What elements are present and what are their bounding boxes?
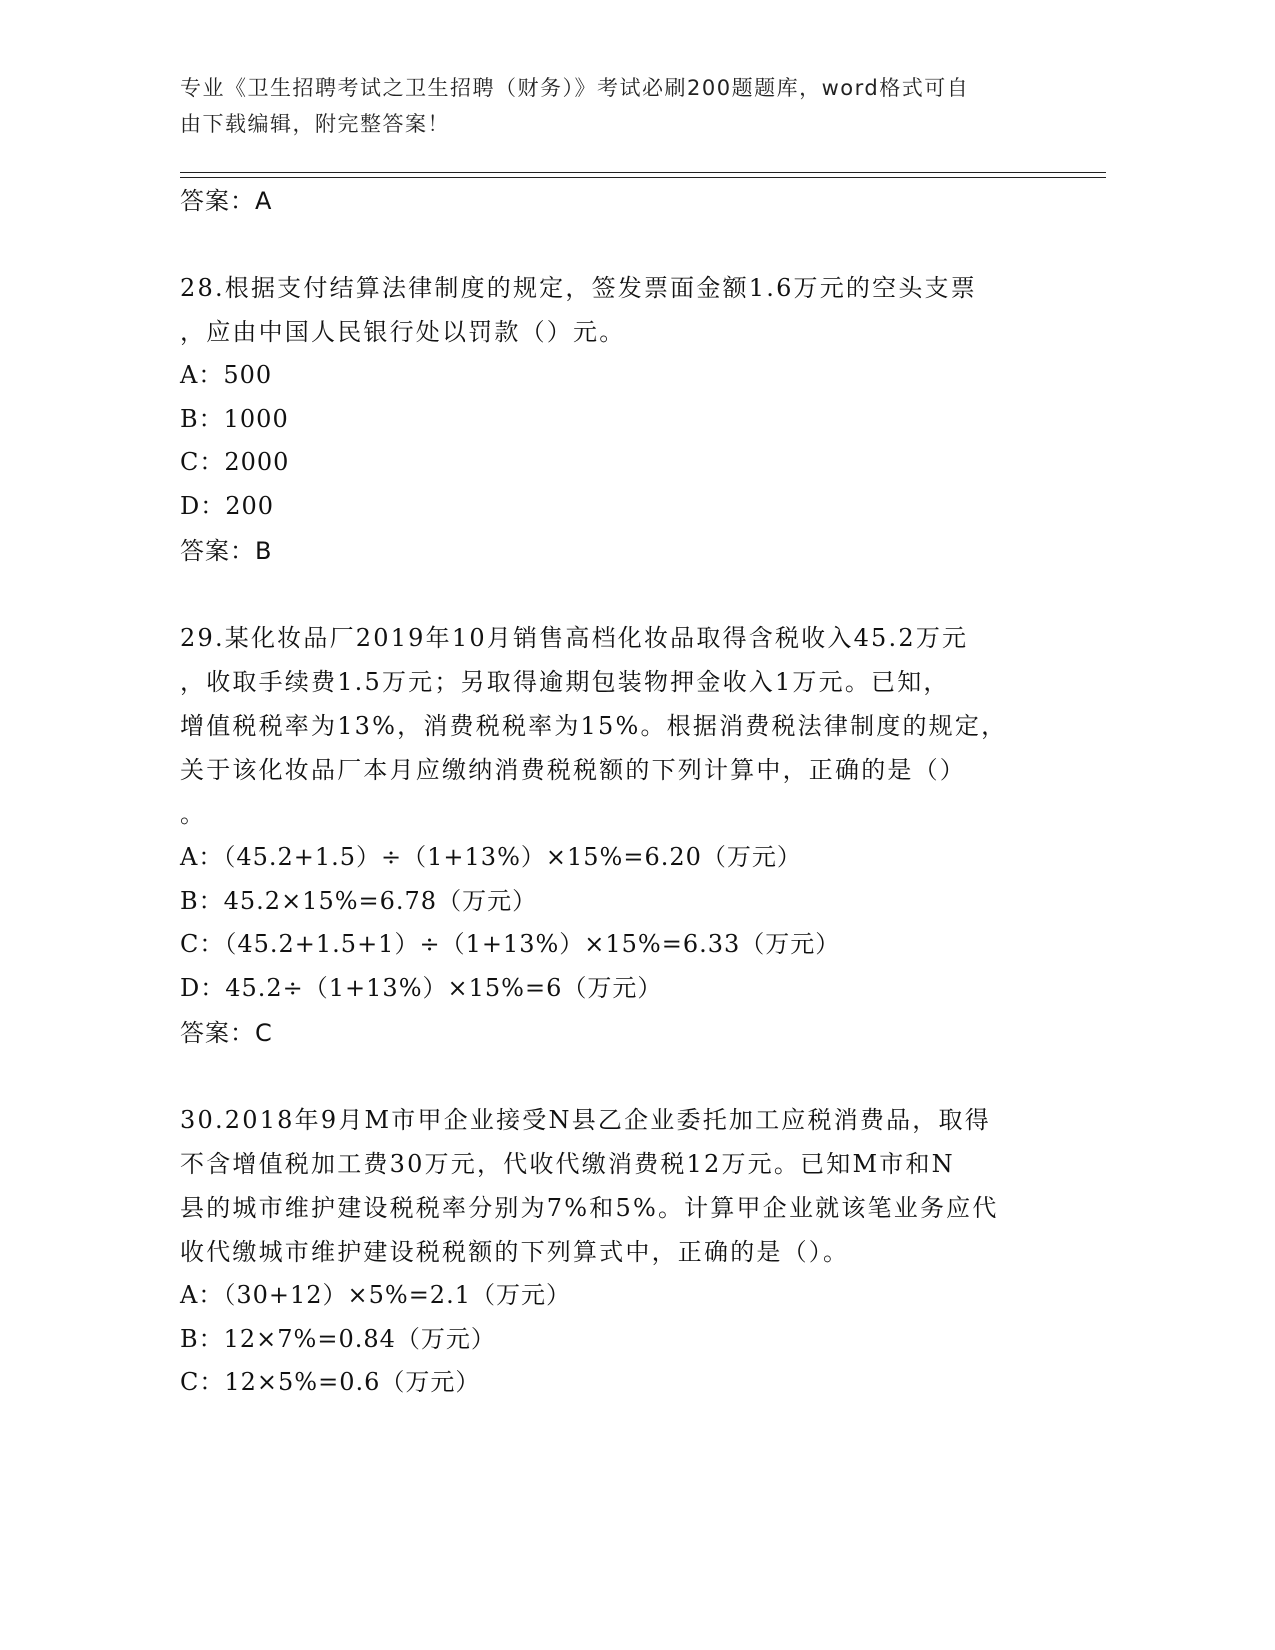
document-body — [180, 178, 1106, 1405]
answer: 答案：C — [180, 1019, 273, 1047]
question-text-line: 收代缴城市维护建设税税额的下列算式中，正确的是（）。 — [180, 1238, 850, 1266]
question-text-line: 县的城市维护建设税税率分别为7%和5%。计算甲企业就该笔业务应代 — [180, 1194, 999, 1222]
option-d: D：45.2÷（1+13%）×15%=6（万元） — [180, 973, 663, 1002]
spacer — [180, 574, 1106, 616]
question-text-line: 增值税税率为13%，消费税税率为15%。根据消费税法律制度的规定， — [180, 712, 1008, 740]
question-text-line: 28.根据支付结算法律制度的规定，签发票面金额1.6万元的空头支票 — [180, 274, 977, 302]
header-line-1: 专业《卫生招聘考试之卫生招聘（财务）》考试必刷200题题库，word格式可自 — [180, 76, 970, 100]
question-29 — [180, 616, 1106, 1056]
question-30 — [180, 1098, 1106, 1405]
answer: 答案：B — [180, 537, 273, 565]
question-text-line: ，收取手续费1.5万元；另取得逾期包装物押金收入1万元。已知， — [180, 668, 950, 696]
question-text-line: 关于该化妆品厂本月应缴纳消费税税额的下列计算中，正确的是（） — [180, 756, 966, 784]
option-a: A：（30+12）×5%=2.1（万元） — [180, 1281, 571, 1309]
option-a: A：（45.2+1.5）÷（1+13%）×15%=6.20（万元） — [180, 843, 802, 871]
question-text-line: ，应由中国人民银行处以罚款（）元。 — [180, 318, 626, 346]
option-a: A：500 — [180, 361, 273, 389]
question-text-line: 。 — [180, 800, 207, 828]
option-c: C：（45.2+1.5+1）÷（1+13%）×15%=6.33（万元） — [180, 930, 841, 958]
header-line-2: 由下载编辑，附完整答案！ — [180, 112, 450, 136]
option-c: C：2000 — [180, 448, 290, 476]
option-c: C：12×5%=0.6（万元） — [180, 1368, 481, 1396]
option-b: B：45.2×15%=6.78（万元） — [180, 886, 538, 915]
spacer — [180, 1056, 1106, 1098]
header-rule-top — [180, 172, 1106, 173]
question-text-line: 29.某化妆品厂2019年10月销售高档化妆品取得含税收入45.2万元 — [180, 624, 969, 652]
option-b: B：12×7%=0.84（万元） — [180, 1324, 496, 1353]
previous-answer: 答案：A — [180, 187, 273, 215]
question-text-line: 不含增值税加工费30万元，代收代缴消费税12万元。已知M市和N — [180, 1150, 955, 1178]
option-b: B：1000 — [180, 404, 289, 433]
page-header — [180, 70, 1040, 142]
option-d: D：200 — [180, 491, 275, 520]
question-28 — [180, 266, 1106, 574]
question-text-line: 30.2018年9月M市甲企业接受N县乙企业委托加工应税消费品，取得 — [180, 1106, 991, 1134]
spacer — [180, 224, 1106, 266]
